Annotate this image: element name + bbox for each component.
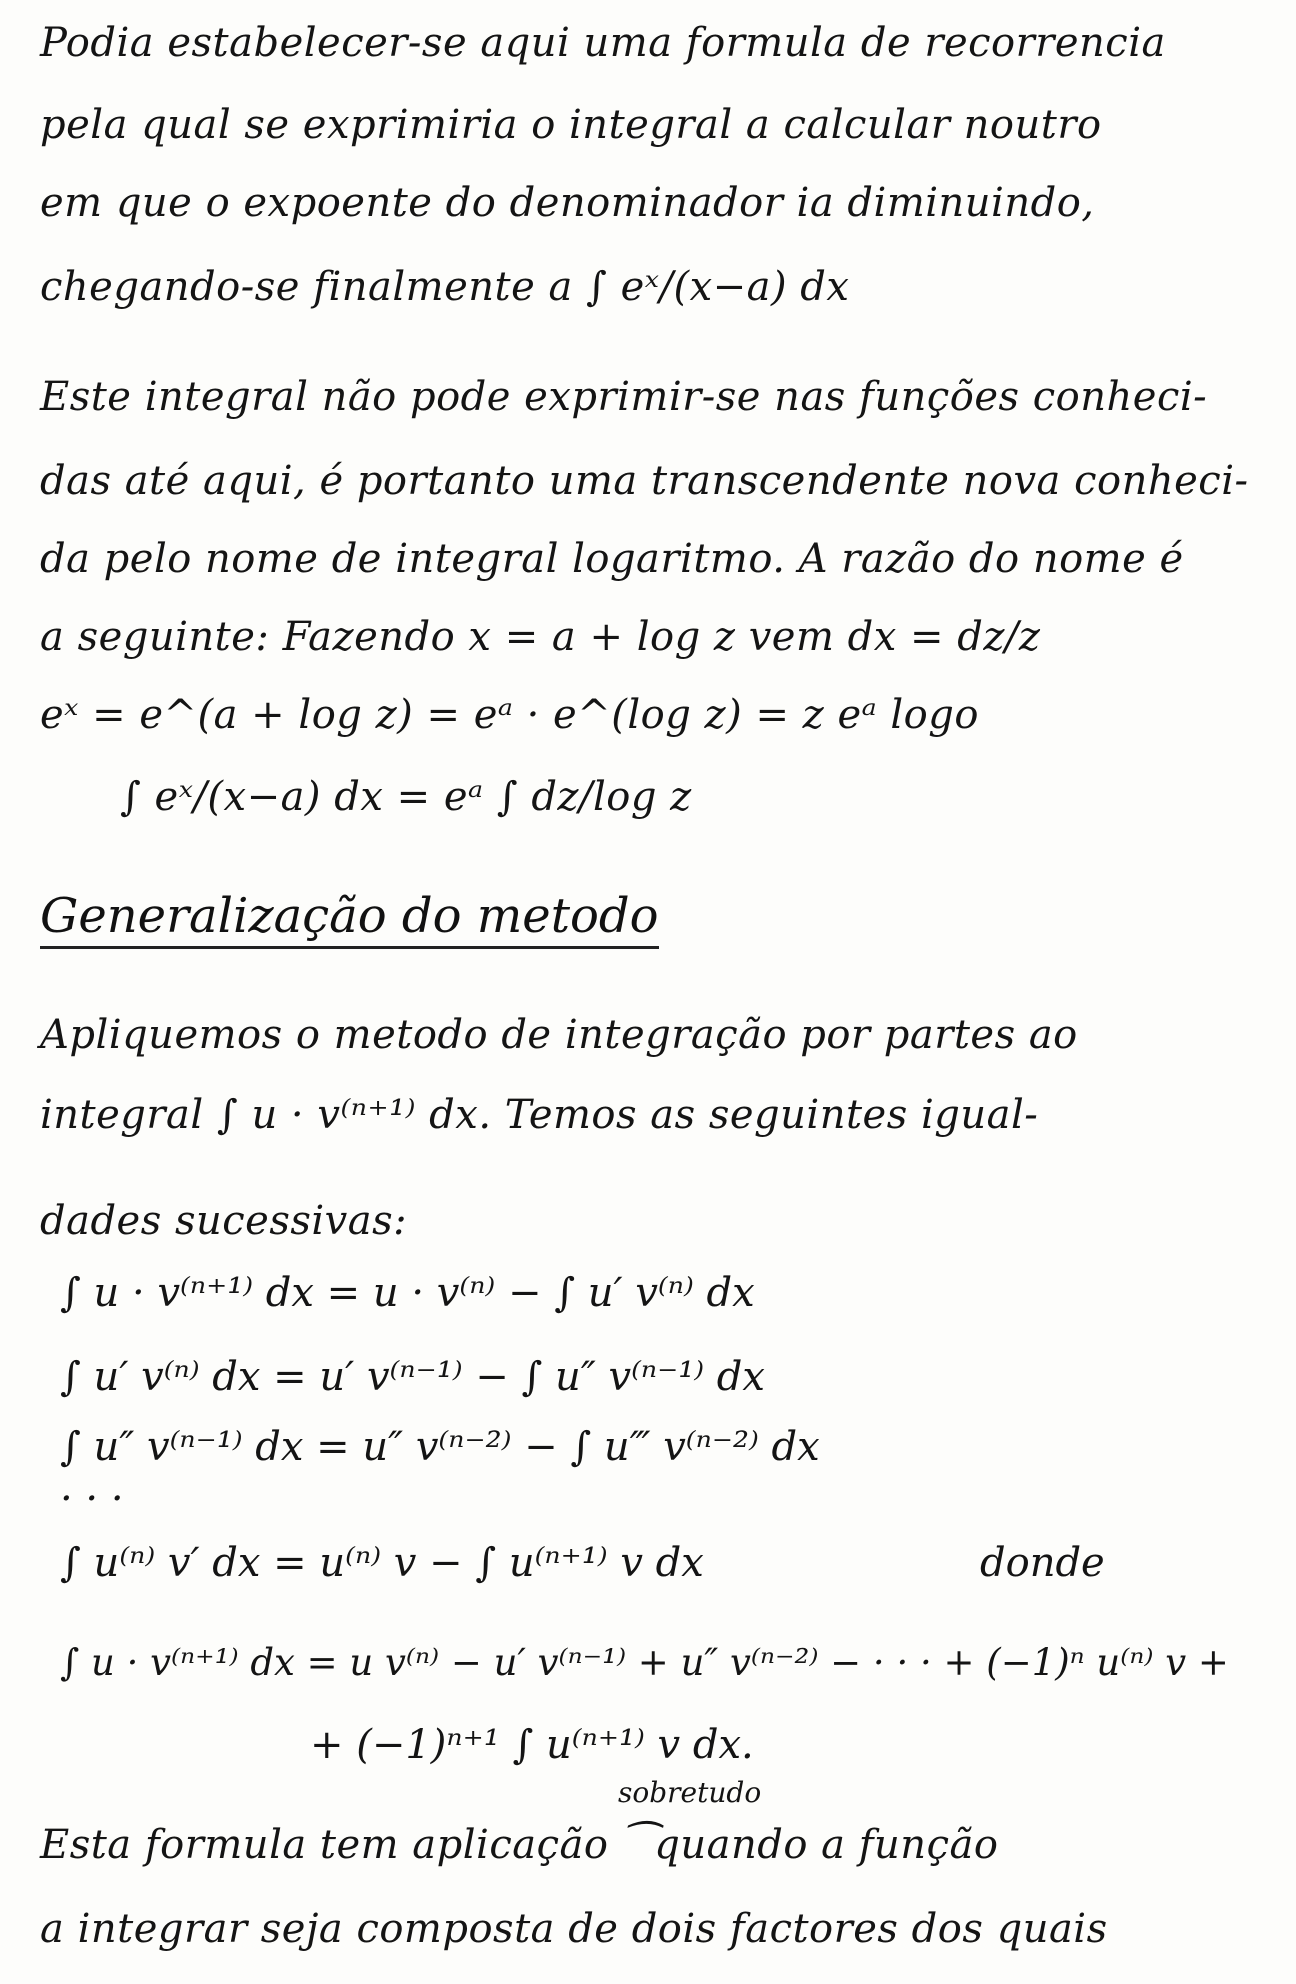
equation-line: ∫ u · v⁽ⁿ⁺¹⁾ dx = u · v⁽ⁿ⁾ − ∫ u′ v⁽ⁿ⁾ dx [60, 1270, 755, 1316]
equation-line: ∫ u⁽ⁿ⁾ v′ dx = u⁽ⁿ⁾ v − ∫ u⁽ⁿ⁺¹⁾ v dx [60, 1540, 704, 1586]
text-line: Apliquemos o metodo de integração por partes ao [40, 1012, 1078, 1058]
equation-word: donde [980, 1540, 1105, 1586]
ellipsis: · · · [60, 1476, 124, 1522]
section-heading: Generalização do metodo [40, 888, 659, 949]
text-line: Podia estabelecer-se aqui uma formula de recorrencia [40, 20, 1166, 66]
text-line: das até aqui, é portanto uma transcendente nova conheci- [40, 458, 1249, 504]
text-line: dades sucessivas: [40, 1198, 408, 1244]
text-line: pela qual se exprimiria o integral a calcular noutro [40, 102, 1102, 148]
insertion-note: sobretudo [618, 1776, 762, 1809]
text-line: em que o expoente do denominador ia diminuindo, [40, 180, 1095, 226]
text-line: a seguinte: Fazendo x = a + log z vem dx = dz/z [40, 614, 1041, 660]
math-line: eˣ = e^(a + log z) = eᵃ · e^(log z) = z eᵃ logo [40, 692, 979, 738]
equation-line: + (−1)ⁿ⁺¹ ∫ u⁽ⁿ⁺¹⁾ v dx. [310, 1722, 754, 1768]
text-line: a integrar seja composta de dois factores dos quais [40, 1906, 1108, 1952]
text-line: Este integral não pode exprimir-se nas funções conheci- [40, 374, 1208, 420]
text-line: Esta formula tem aplicação ⁀quando a função [40, 1822, 999, 1868]
text-line: da pelo nome de integral logaritmo. A razão do nome é [40, 536, 1184, 582]
text-line: integral ∫ u · v⁽ⁿ⁺¹⁾ dx. Temos as seguintes igual- [40, 1092, 1039, 1138]
math-line: ∫ eˣ/(x−a) dx = eᵃ ∫ dz/log z [120, 774, 692, 820]
equation-line: ∫ u′ v⁽ⁿ⁾ dx = u′ v⁽ⁿ⁻¹⁾ − ∫ u″ v⁽ⁿ⁻¹⁾ dx [60, 1354, 765, 1400]
equation-line: ∫ u · v⁽ⁿ⁺¹⁾ dx = u v⁽ⁿ⁾ − u′ v⁽ⁿ⁻¹⁾ + u″ v⁽ⁿ⁻²⁾ − · · · + (−1)ⁿ u⁽ⁿ⁾ v + [60, 1641, 1229, 1684]
text-line: chegando-se finalmente a ∫ eˣ/(x−a) dx [40, 264, 850, 310]
equation-line: ∫ u″ v⁽ⁿ⁻¹⁾ dx = u″ v⁽ⁿ⁻²⁾ − ∫ u‴ v⁽ⁿ⁻²⁾ dx [60, 1424, 820, 1470]
